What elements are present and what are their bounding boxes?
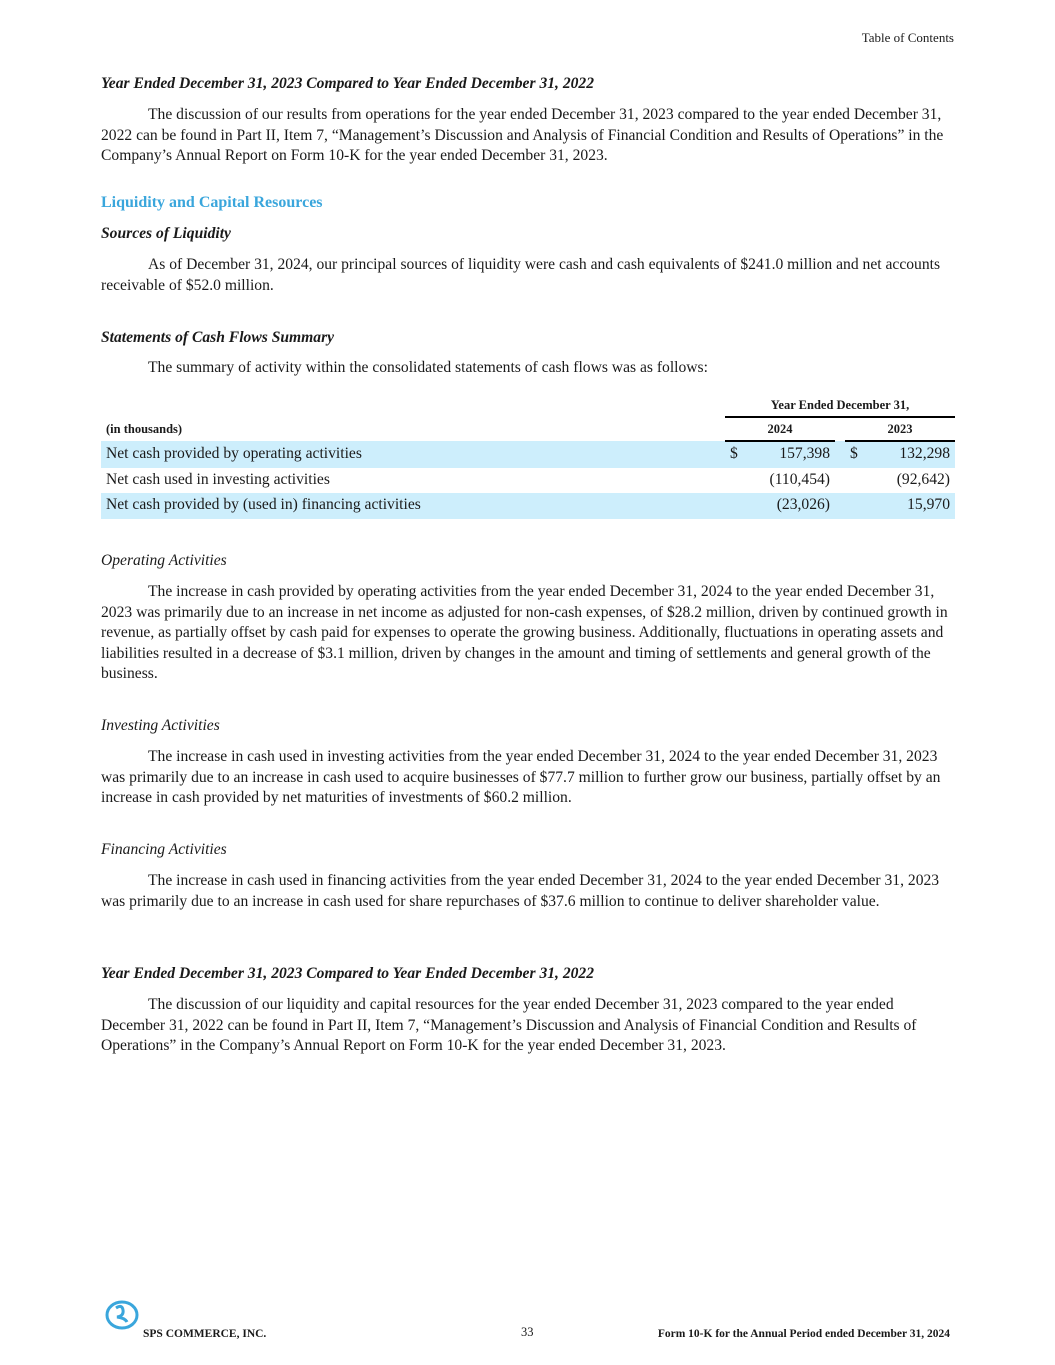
table-row xyxy=(101,468,955,494)
cashflow-heading: Statements of Cash Flows Summary xyxy=(101,329,335,346)
section-heading-2023-liquidity: Year Ended December 31, 2023 Compared to Year Ended December 31, 2022 xyxy=(101,965,595,982)
unit-label: (in thousands) xyxy=(106,421,183,436)
sources-heading: Sources of Liquidity xyxy=(101,225,231,242)
section-heading-2023-results: Year Ended December 31, 2023 Compared to Year Ended December 31, 2022 xyxy=(101,75,595,92)
table-row xyxy=(101,493,955,519)
sps-logo-icon xyxy=(105,1300,139,1330)
value-2024: 157,398 xyxy=(745,441,835,468)
value-2024: (110,454) xyxy=(769,470,830,488)
footer-form-label: Form 10-K for the Annual Period ended December 31, 2024 xyxy=(657,1328,950,1340)
operating-heading: Operating Activities xyxy=(101,552,227,569)
currency-symbol: $ xyxy=(845,441,865,468)
row-label: Net cash used in investing activities xyxy=(106,470,330,488)
column-2023: 2023 xyxy=(845,417,955,441)
financing-heading: Financing Activities xyxy=(101,841,227,858)
table-of-contents-link[interactable]: Table of Contents xyxy=(861,30,954,45)
row-label: Net cash provided by (used in) financing activities xyxy=(101,493,725,519)
value-2024: (23,026) xyxy=(745,493,835,519)
currency-symbol: $ xyxy=(725,441,745,468)
paragraph-2023-results: The discussion of our results from operations for the year ended December 31, 2023 compared to the year ended December 31, 2022 can be found in Part II, Item 7, “Management’s Discussion and Analysis of Financial Condition and Results of Operations” in the Company’s Annual Report on Form 10-K for the year ended December 31, 2023. xyxy=(101,106,944,165)
sources-paragraph: As of December 31, 2024, our principal sources of liquidity were cash and cash equivalents of $241.0 million and net accounts receivable of $52.0 million. xyxy=(101,256,941,294)
investing-heading: Investing Activities xyxy=(101,717,220,734)
year-group-header: Year Ended December 31, xyxy=(725,394,955,417)
cashflow-paragraph: The summary of activity within the consolidated statements of cash flows was as follows: xyxy=(148,359,708,376)
page-number: 33 xyxy=(521,1325,534,1339)
value-2023: 15,970 xyxy=(865,493,955,519)
table-row xyxy=(101,441,955,468)
row-label: Net cash provided by operating activities xyxy=(101,441,725,468)
paragraph-2023-liquidity: The discussion of our liquidity and capital resources for the year ended December 31, 2023 compared to the year ended December 31, 2022 can be found in Part II, Item 7, “Management’s Discussion and Analysis of Financial Condition and Results of Operations” in the Company’s Annual Report on Form 10-K for the year ended December 31, 2023. xyxy=(101,996,917,1055)
cash-flow-table xyxy=(101,394,955,519)
liquidity-heading: Liquidity and Capital Resources xyxy=(101,194,323,211)
investing-paragraph: The increase in cash used in investing activities from the year ended December 31, 2024 to the year ended December 31, 2023 was primarily due to an increase in cash used to acquire businesses of $77.7 million to further grow our business, partially offset by an increase in cash provided by net maturities of investments of $60.2 million. xyxy=(101,748,941,807)
value-2023: (92,642) xyxy=(896,470,950,488)
footer-company: SPS COMMERCE, INC. xyxy=(143,1328,267,1340)
operating-paragraph: The increase in cash provided by operating activities from the year ended December 31, 2024 to the year ended December 31, 2023 was primarily due to an increase in net income as adjusted for non-cash expenses, of $28.2 million, driven by continued growth in revenue, as partially offset by cash paid for expenses to operate the growing business. Additionally, fluctuations in operating assets and liabilities resulted in a decrease of $3.1 million, driven by changes in the amount and timing of settlements and general growth of the business. xyxy=(101,583,948,683)
column-2024: 2024 xyxy=(725,417,835,441)
value-2023: 132,298 xyxy=(865,441,955,468)
financing-paragraph: The increase in cash used in financing activities from the year ended December 31, 2024 to the year ended December 31, 2023 was primarily due to an increase in cash used for share repurchases of $37.6 million to continue to deliver shareholder value. xyxy=(101,872,940,910)
